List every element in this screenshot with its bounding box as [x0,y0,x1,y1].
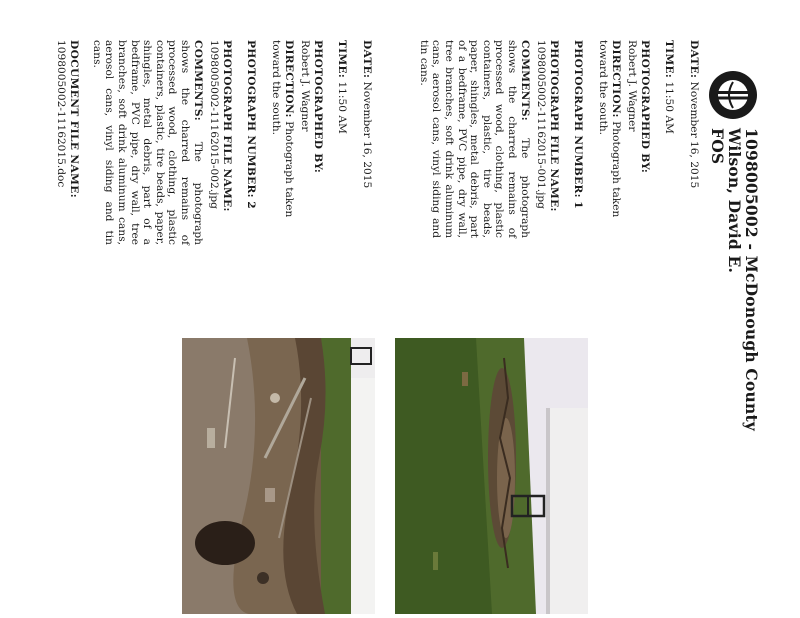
site-code: FOS [708,128,727,165]
document-header [709,128,760,598]
number-label: PHOTOGRAPH NUMBER: [572,40,585,198]
site-photo-1 [395,338,588,614]
photo-2-date [360,40,373,245]
photo-2-photographer [299,40,324,245]
number-value: 2 [245,201,258,209]
photographer-label: PHOTOGRAPHED BY: [638,40,651,174]
comments-value: The photograph shows the charred remains of processed wood, clothing, plastic containers, plastic, tire beads, paper, shingles, metal debris, part of a bedframe, PVC pipe, dry wall, tree branches, soft drink aluminum cans, aerosol cans, vinyl siding and tin cans. [90,40,204,245]
photo-1-time [663,40,676,238]
site-id-title: 1098005002 - McDonough County [742,128,761,432]
time-value: 11:50 AM [663,81,676,134]
date-value: November 16, 2015 [688,81,700,189]
site-photo-2 [182,338,375,614]
date-label: DATE: [361,40,373,79]
direction-value: Photograph taken toward the south. [597,40,622,218]
photo-1-details [405,40,700,238]
photo-2-details [78,40,373,245]
photographer-value: Robert J. Wagner [626,40,639,132]
direction-label: DIRECTION: [282,40,295,118]
photo-2-time [336,40,349,245]
file-value: 1098005002-11162015-001.jpg [535,40,548,209]
number-label: PHOTOGRAPH NUMBER: [245,40,258,198]
site-owner: Wilson, David E. [725,128,744,274]
document-file-label: DOCUMENT FILE NAME: [68,40,80,199]
photo-1-comments [417,40,530,238]
document-file-value: 1098005002-11162015.doc [55,40,68,188]
photo-1-number [572,40,585,238]
comments-label: COMMENTS: [518,40,531,122]
photo-1-date [687,40,700,238]
file-value: 1098005002-11162015-002.jpg [208,40,221,209]
number-value: 1 [572,201,585,209]
comments-value: The photograph shows the charred remains of processed wood, clothing, plastic containers, plastic, tire beads, paper, shingles, metal debris, part of a bedframe, PVC pipe, dry wall, tree branches, soft drink aluminum cans, aerosol cans, vinyl siding and tin cans. [417,40,531,238]
photo-2-direction [269,40,294,245]
photo-1-photographer [626,40,651,238]
comments-label: COMMENTS: [191,40,204,122]
document-file-name [55,40,80,280]
time-value: 11:50 AM [336,81,349,134]
direction-value: Photograph taken toward the south. [270,40,295,218]
photo-2-file [208,40,233,245]
time-label: TIME: [663,40,676,79]
file-label: PHOTOGRAPH FILE NAME: [547,40,560,212]
date-value: November 16, 2015 [361,81,373,189]
photographer-value: Robert J. Wagner [299,40,312,132]
file-label: PHOTOGRAPH FILE NAME: [220,40,233,212]
time-label: TIME: [336,40,349,79]
photo-2-number [245,40,258,245]
illinois-epa-seal-icon [708,70,758,120]
photo-1-direction [596,40,621,238]
photo-2-comments [90,40,203,245]
date-label: DATE: [688,40,700,79]
photographer-label: PHOTOGRAPHED BY: [311,40,324,174]
direction-label: DIRECTION: [609,40,622,118]
photo-1-file [535,40,560,238]
